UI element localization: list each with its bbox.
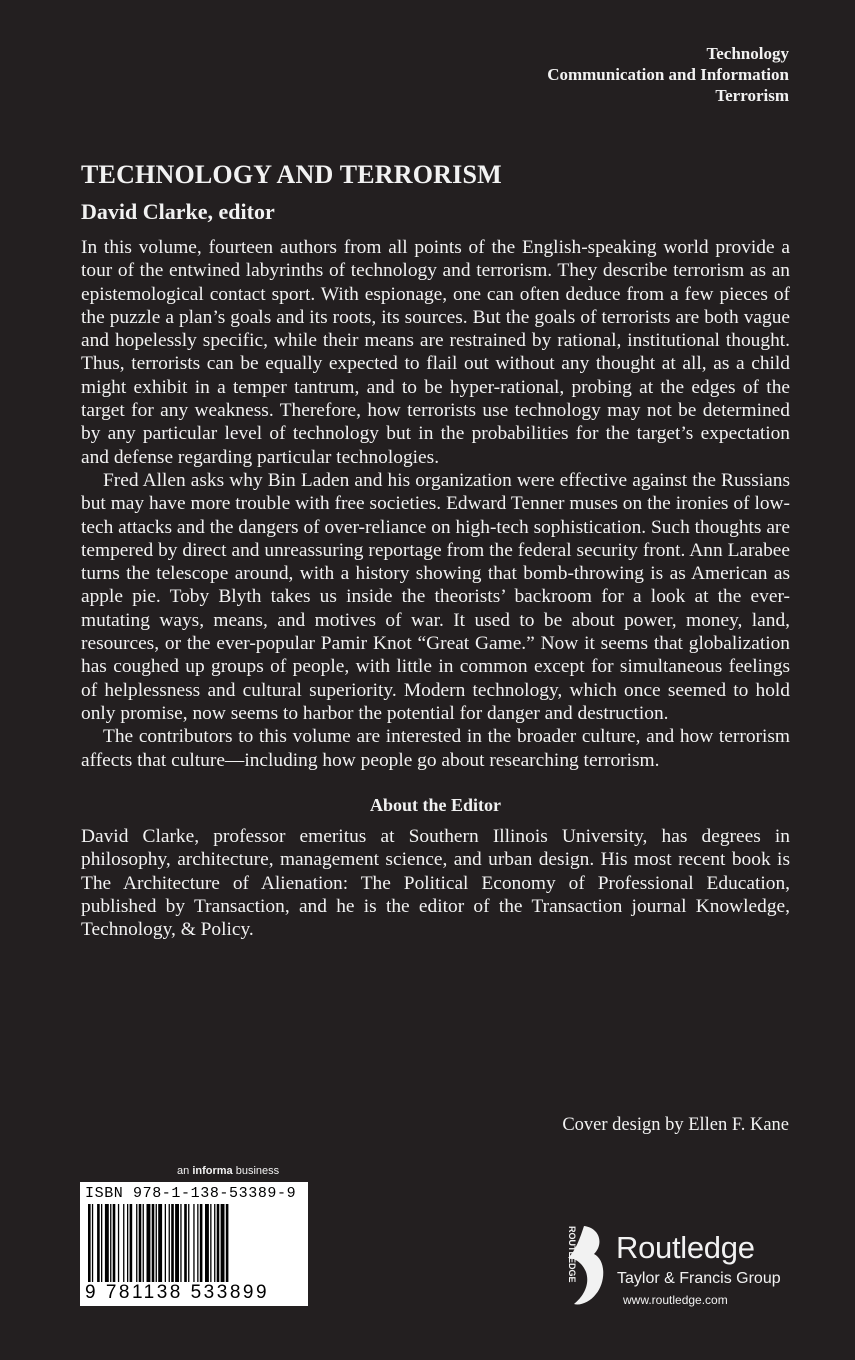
barcode-bar	[147, 1204, 151, 1282]
barcode-bar	[221, 1204, 225, 1282]
barcode-bar	[217, 1204, 220, 1282]
category-line: Communication and Information	[547, 65, 789, 84]
barcode-bar	[188, 1204, 189, 1282]
subject-categories	[547, 43, 789, 106]
barcode-bar	[139, 1204, 142, 1282]
barcode-bar	[214, 1204, 215, 1282]
informa-business-tag	[177, 1165, 279, 1177]
barcode-bar	[143, 1204, 144, 1282]
blurb-paragraph: Fred Allen asks why Bin Laden and his organization were effective against the Russians but may have more trouble with free societies. Edward Tenner muses on the ironies of low-tech attacks and the dangers of over-reliance on high-tech sophistication. Such thoughts are tempered by direct and unreassuring reportage from the federal security front. Ann Larabee turns the telescope around, with a history showing that bomb-throwing is as American as apple pie. Toby Blyth takes us inside the theorists’ backroom for a look at the ever-mutating ways, means, and motives of war. It used to be about power, money, land, resources, or the ever-popular Pamir Knot “Great Game.” Now it seems that globalization has coughed up groups of people, with little in common except for simultaneous feelings of helplessness and cultural superiority. Modern technology, which once seemed to hold only promise, now seems to harbor the potential for danger and destruction.	[81, 469, 790, 724]
blurb-paragraph: In this volume, fourteen authors from all points of the English-speaking world provide a tour of the entwined labyrinths of technology and terrorism. They describe terrorism as an epistemological contact sport. With espionage, one can often deduce from a few pieces of the puzzle a plan’s goals and its roots, its sources. But the goals of terrorists are both vague and hopelessly specific, while their means are restrained by rational, institutional thought. Thus, terrorists can be equally expected to flail out without any thought at all, as a child might exhibit in a temper tantrum, and to be hyper-rational, probing at the edges of the target for any weakness. Therefore, how terrorists use technology may not be determined by any particular level of technology but in the probabilities for the target’s expectation and defense regarding particular technologies.	[81, 237, 790, 468]
publisher-block	[560, 1222, 800, 1312]
barcode-bar	[123, 1204, 124, 1282]
publisher-group: Taylor & Francis Group	[617, 1270, 781, 1287]
barcode-bar	[127, 1204, 128, 1282]
barcode-bar	[193, 1204, 194, 1282]
informa-suffix: business	[235, 1165, 280, 1177]
about-editor-heading: About the Editor	[369, 794, 501, 815]
barcode-bar	[130, 1204, 133, 1282]
barcode-bar	[152, 1204, 155, 1282]
barcode-bar	[180, 1204, 181, 1282]
blurb-text	[81, 236, 790, 942]
barcode-bar	[171, 1204, 174, 1282]
book-editor: David Clarke, editor	[81, 199, 275, 224]
barcode-bar	[210, 1204, 211, 1282]
barcode-bar	[136, 1204, 137, 1282]
barcode-bar	[101, 1204, 102, 1282]
barcode-bar	[165, 1204, 166, 1282]
barcode-bar	[158, 1204, 162, 1282]
barcode-bar	[197, 1204, 198, 1282]
book-title: TECHNOLOGY AND TERRORISM	[81, 160, 502, 189]
barcode-bar	[118, 1204, 119, 1282]
barcode-bar	[92, 1204, 93, 1282]
publisher-name: Routledge	[616, 1230, 755, 1265]
informa-prefix: an	[177, 1165, 190, 1177]
barcode-bar	[110, 1204, 111, 1282]
barcode-bar	[169, 1204, 170, 1282]
barcode-bar	[205, 1204, 209, 1282]
publisher-url: www.routledge.com	[623, 1293, 728, 1307]
logo-wordmark: ROUTLEDGE	[567, 1226, 577, 1283]
category-line: Terrorism	[715, 86, 789, 105]
barcode-bar	[175, 1204, 179, 1282]
routledge-logo-icon	[560, 1222, 608, 1312]
barcode-bar	[184, 1204, 187, 1282]
isbn-barcode	[80, 1182, 308, 1306]
barcode-bar	[97, 1204, 100, 1282]
barcode-bar	[113, 1204, 116, 1282]
about-editor-text: David Clarke, professor emeritus at Southern Illinois University, has degrees in philosophy, architecture, management science, and urban design. His most recent book is The Architecture of Alienation: The Political Economy of Professional Education, published by Transaction, and he is the editor of the Transaction journal Knowledge, Technology, & Policy.	[81, 826, 790, 941]
barcode-bar	[156, 1204, 157, 1282]
barcode-bar	[200, 1204, 203, 1282]
cover-credit: Cover design by Ellen F. Kane	[562, 1115, 789, 1135]
blurb-paragraph: The contributors to this volume are interested in the broader culture, and how terrorism affects that culture—including how people go about researching terrorism.	[81, 726, 790, 771]
barcode-digits: 9 781138 533899	[85, 1282, 270, 1303]
informa-brand: informa	[192, 1165, 233, 1177]
category-line: Technology	[706, 44, 789, 63]
barcode-bar	[88, 1204, 91, 1282]
barcode-bar	[105, 1204, 109, 1282]
barcode-bar	[226, 1204, 229, 1282]
isbn-number: ISBN 978-1-138-53389-9	[85, 1185, 297, 1202]
barcode-bars	[88, 1204, 302, 1282]
